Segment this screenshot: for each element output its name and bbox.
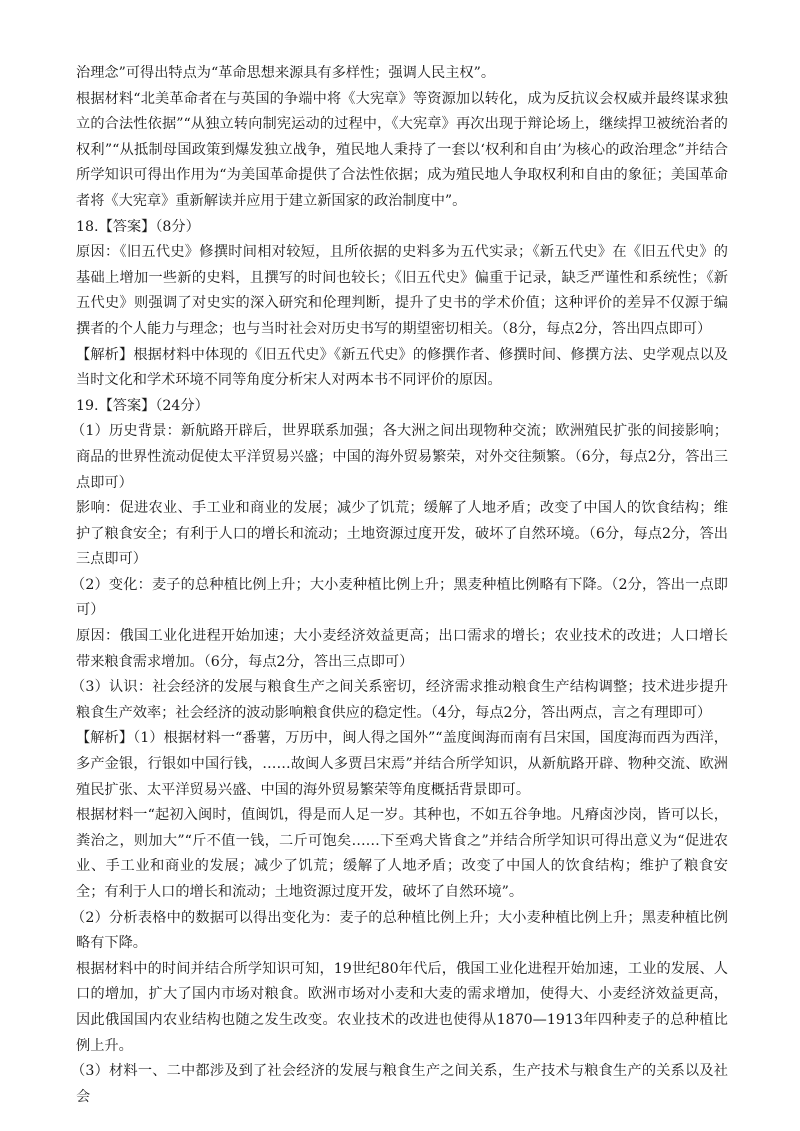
paragraph-18-analysis: 【解析】根据材料中体现的《旧五代史》《新五代史》的修撰作者、修撰时间、修撰方法、史学观点以及当时文化和学术环境不同等角度分析宋人对两本书不同评价的原因。 [76,346,728,389]
answer-heading-18: 18.【答案】（8分） [76,218,200,235]
paragraph-19-analysis-3: （3）材料一、二中都涉及到了社会经济的发展与粮食生产之间关系，生产技术与粮食生产的关系以及社会 [71,1063,728,1105]
paragraph-19-1-background: （1）历史背景：新航路开辟后，世界联系加强；各大洲之间出现物种交流；欧洲殖民扩张的间接影响；商品的世界性流动促使太平洋贸易兴盛；中国的海外贸易繁荣，对外交往频繁。（6分，每点2分，答出三点即可） [71,423,728,491]
document-page [71,61,728,1110]
paragraph-19-analysis-2: （2）分析表格中的数据可以得出变化为：麦子的总种植比例上升；大小麦种植比例上升；黑麦种植比例略有下降。 [71,909,728,952]
paragraph-19-3-understanding: （3）认识：社会经济的发展与粮食生产之间关系密切，经济需求推动粮食生产结构调整；技术进步提升粮食生产效率；社会经济的波动影响粮食供应的稳定性。（4分，每点2分，答出两点，言之有理即可） [71,679,728,721]
paragraph-19-2-reasons: 原因：俄国工业化进程开始加速；大小麦经济效益更高；出口需求的增长；农业技术的改进；人口增长带来粮食需求增加。（6分，每点2分，答出三点即可） [76,628,728,670]
paragraph-19-analysis-2-reasons: 根据材料中的时间并结合所学知识可知，19世纪80年代后，俄国工业化进程开始加速，工业的发展、人口的增加，扩大了国内市场对粮食。欧洲市场对小麦和大麦的需求增加，使得大、小麦经济效益更高，因此俄国国内农业结构也随之发生改变。农业技术的改进也使得从1870—1913年四种麦子的总种植比例上升。 [76,960,728,1054]
paragraph-19-1-impact: 影响：促进农业、手工业和商业的发展；减少了饥荒；缓解了人地矛盾；改变了中国人的饮食结构；维护了粮食安全；有利于人口的增长和流动；土地资源过度开发，破坏了自然环境。（6分，每点2分，答出三点即可） [76,500,728,568]
paragraph-politics-conclusion: 治理念”可得出特点为“革命思想来源具有多样性；强调人民主权”。 [76,65,496,81]
paragraph-19-analysis-1: 【解析】（1）根据材料一“番薯，万历中，闽人得之国外”“盖度闽海而南有吕宋国，国度海而西为西洋，多产金银，行银如中国行钱，……故闽人多贾吕宋焉”并结合所学知识，从新航路开辟、物种交流、欧洲殖民扩张、太平洋贸易兴盛、中国的海外贸易繁荣等角度概括背景即可。 [76,730,728,798]
paragraph-19-2-change: （2）变化：麦子的总种植比例上升；大小麦种植比例上升；黑麦种植比例略有下降。（2分，答出一点即可） [71,576,728,619]
paragraph-19-analysis-1-significance: 根据材料一“起初入闽时，值闽饥，得是而人足一岁。其种也，不如五谷争地。凡瘠卤沙岗，皆可以长，粪治之，则加大”“斤不值一钱，二斤可饱矣……下至鸡犬皆食之”并结合所学知识可得出意义为“促进农业、手工业和商业的发展；减少了饥荒；缓解了人地矛盾；改变了中国人的饮食结构；维护了粮食安全；有利于人口的增长和流动；土地资源过度开发，破坏了自然环境”。 [76,807,728,900]
paragraph-magna-carta-analysis: 根据材料“北美革命者在与英国的争端中将《大宪章》等资源加以转化，成为反抗议会权威并最终谋求独立的合法性依据”“从独立转向制宪运动的过程中，《大宪章》再次出现于辩论场上，继续捍卫被统治者的权利”“从抵制母国政策到爆发独立战争，殖民地人秉持了一套以‘权利和自由’为核心的政治理念”并结合所学知识可得出作用为“为美国革命提供了合法性依据；成为殖民地人争取权利和自由的象征；美国革命者将《大宪章》重新解读并应用于建立新国家的政治制度中”。 [76,90,728,209]
paragraph-18-reasons: 原因：《旧五代史》修撰时间相对较短，且所依据的史料多为五代实录；《新五代史》在《旧五代史》的基础上增加一些新的史料，且撰写的时间也较长；《旧五代史》偏重于记录，缺乏严谨性和系统性；《新五代史》则强调了对史实的深入研究和伦理判断，提升了史书的学术价值；这种评价的差异不仅源于编撰者的个人能力与理念；也与当时社会对历史书写的期望密切相关。（8分，每点2分，答出四点即可） [76,244,728,337]
answer-heading-19: 19.【答案】（24分） [76,397,209,414]
